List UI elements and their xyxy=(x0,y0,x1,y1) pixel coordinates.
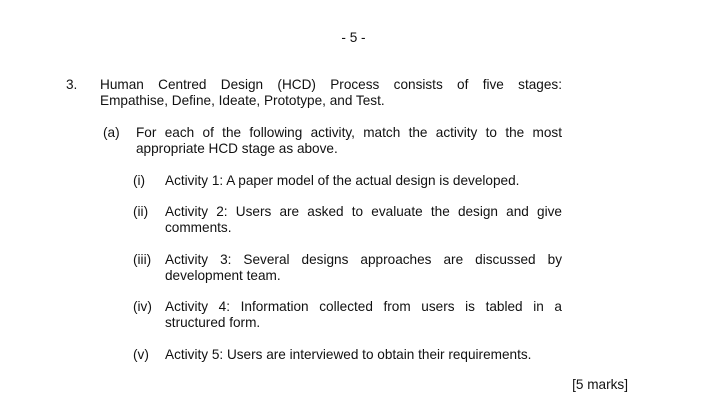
marks-allocation: [5 marks] xyxy=(572,377,628,392)
part-a-label: (a) xyxy=(103,125,120,140)
item-label-v: (v) xyxy=(133,347,149,362)
item-v-line-1: Activity 5: Users are interviewed to obtain their requirements. xyxy=(165,347,532,362)
question-number: 3. xyxy=(66,77,78,92)
item-iv-line-2: structured form. xyxy=(165,315,261,330)
item-iii-line-1: Activity 3: Several designs approaches are discussed by xyxy=(165,252,562,267)
page-number: - 5 - xyxy=(341,30,366,45)
item-label-iii: (iii) xyxy=(133,252,152,267)
item-text-i xyxy=(165,173,562,189)
item-label-iv: (iv) xyxy=(133,299,152,314)
item-text-ii xyxy=(165,204,562,236)
item-label-ii: (ii) xyxy=(133,204,149,219)
item-label-i: (i) xyxy=(133,173,146,188)
part-a-text-line-2: appropriate HCD stage as above. xyxy=(136,141,338,156)
question-stem-line-1: Human Centred Design (HCD) Process consists of five stages: xyxy=(100,77,562,92)
question-stem xyxy=(100,77,562,109)
part-a-text-line-1: For each of the following activity, match the activity to the most xyxy=(136,125,562,140)
item-iv-line-1: Activity 4: Information collected from users is tabled in a xyxy=(165,299,562,314)
item-ii-line-1: Activity 2: Users are asked to evaluate the design and give xyxy=(165,204,562,219)
item-text-iii xyxy=(165,252,562,284)
question-stem-line-2: Empathise, Define, Ideate, Prototype, and Test. xyxy=(100,93,385,108)
item-i-line-1: Activity 1: A paper model of the actual design is developed. xyxy=(165,173,520,188)
item-text-v xyxy=(165,347,562,363)
item-iii-line-2: development team. xyxy=(165,268,281,283)
item-ii-line-2: comments. xyxy=(165,220,232,235)
part-a-text xyxy=(136,125,562,157)
item-text-iv xyxy=(165,299,562,331)
